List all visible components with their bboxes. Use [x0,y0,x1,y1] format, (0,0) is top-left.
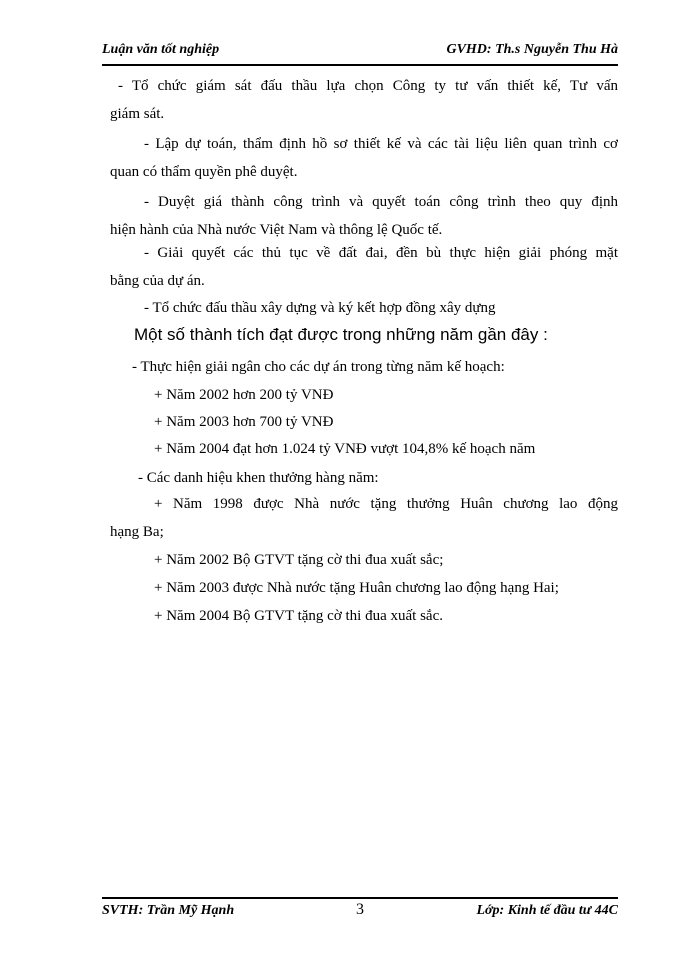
paragraph-1-line-2: giám sát. [110,106,165,122]
list-item-award-2003: + Năm 2003 được Nhà nước tặng Huân chương lao động hạng Hai; [154,580,559,596]
paragraph-4-line-2: bằng của dự án. [110,273,205,289]
header-thesis-title: Luận văn tốt nghiệp [102,42,220,57]
paragraph-2-line-1: - Lập dự toán, thẩm định hồ sơ thiết kế và các tài liệu liên quan trình cơ [144,136,618,152]
list-item-award-2002: + Năm 2002 Bộ GTVT tặng cờ thi đua xuất sắc; [154,552,444,568]
header-supervisor: GVHD: Th.s Nguyễn Thu Hà [446,42,618,57]
achievements-heading: Một số thành tích đạt được trong những năm gần đây : [134,325,548,344]
page-footer [102,897,618,923]
page-number: 3 [356,901,364,918]
paragraph-3-line-1: - Duyệt giá thành công trình và quyết toán công trình theo quy định [144,194,618,210]
paragraph-5-line-1: - Tổ chức đấu thầu xây dựng và ký kết hợp đồng xây dựng [144,300,496,316]
list-item-award-2004: + Năm 2004 Bộ GTVT tặng cờ thi đua xuất sắc. [154,608,443,624]
disbursement-heading: - Thực hiện giải ngân cho các dự án trong từng năm kế hoạch: [132,359,505,375]
paragraph-2-line-2: quan có thẩm quyền phê duyệt. [110,164,298,180]
list-item-disbursement-2002: + Năm 2002 hơn 200 tỷ VNĐ [154,387,334,403]
paragraph-3-line-2: hiện hành của Nhà nước Việt Nam và thông lệ Quốc tế. [110,222,443,238]
awards-heading: - Các danh hiệu khen thưởng hàng năm: [138,470,379,486]
page-header [102,42,618,66]
list-item-disbursement-2004: + Năm 2004 đạt hơn 1.024 tỷ VNĐ vượt 104,8% kế hoạch năm [154,441,536,457]
paragraph-1-line-1: - Tổ chức giám sát đấu thầu lựa chọn Công ty tư vấn thiết kế, Tư vấn [118,78,618,94]
paragraph-4-line-1: - Giải quyết các thủ tục về đất đai, đền bù thực hiện giải phóng mặt [144,245,618,261]
footer-student: SVTH: Trần Mỹ Hạnh [102,903,235,918]
list-item-award-1998-line-1: + Năm 1998 được Nhà nước tặng thưởng Huân chương lao động [154,496,618,512]
footer-class: Lớp: Kinh tế đầu tư 44C [476,903,618,918]
list-item-award-1998-line-2: hạng Ba; [110,524,164,540]
list-item-disbursement-2003: + Năm 2003 hơn 700 tỷ VNĐ [154,414,334,430]
